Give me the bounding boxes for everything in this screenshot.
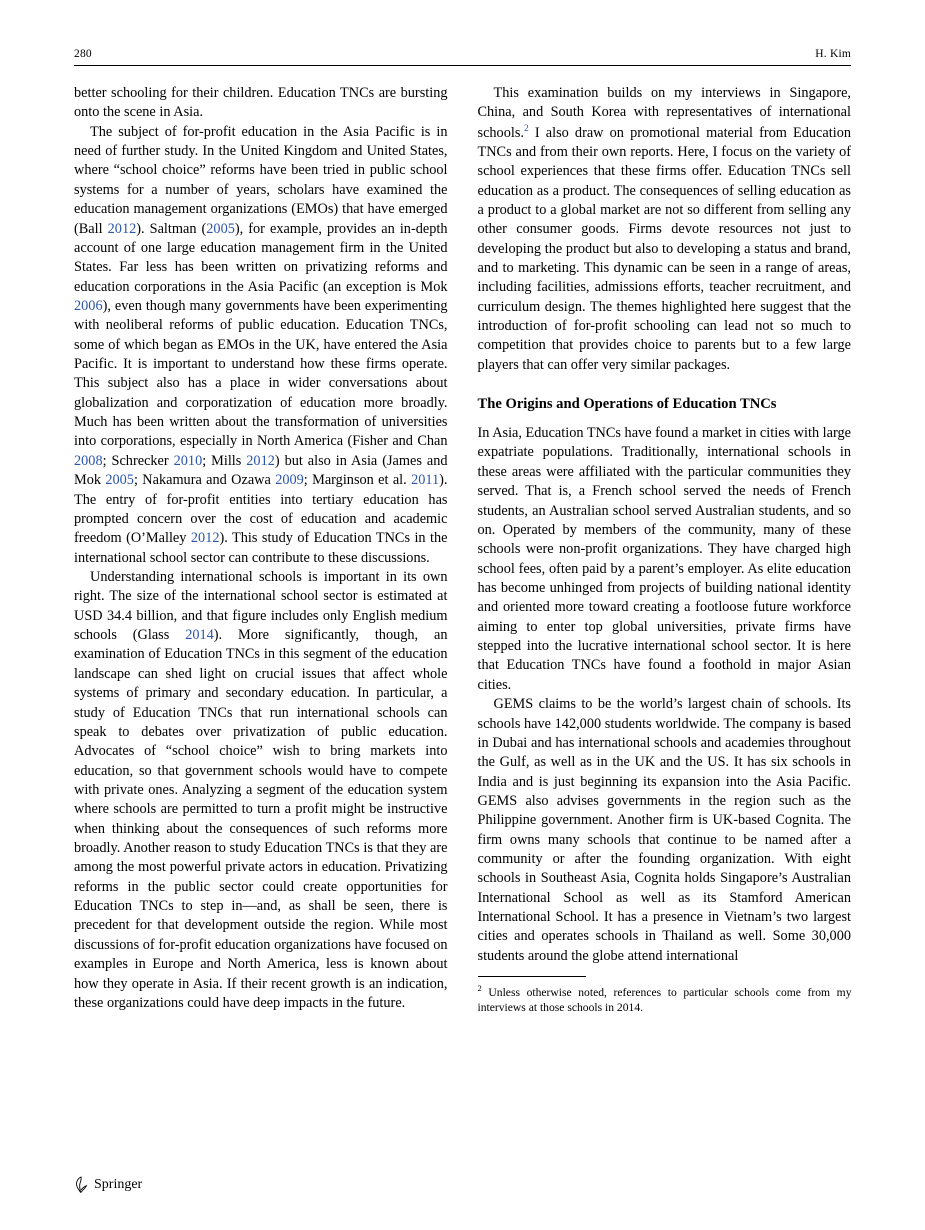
footnote-block [478, 976, 852, 1015]
paragraph-text: ) but also in Asia (James and Mok [74, 452, 448, 489]
page-number: 280 [74, 48, 92, 60]
footnote-divider [478, 976, 586, 977]
citation-year-link[interactable]: 2012 [246, 452, 275, 469]
publisher-name: Springer [94, 1177, 143, 1192]
paragraph-text: In Asia, Education TNCs have found a market in cities with large expatriate populations. Traditionally, international schools in these areas were affiliated with the particular communities they served. That is, a French school served the needs of French students, an Australian school served Australian students, and so on. Operated by members of the community, many of these schools were non-profit organizations. They have charged high school fees, often paid by a parent’s employer. As elite education has become unhinged from projects of building national identity and oriented more toward creating a footloose future workforce aiming to enter top global universities, private firms have stepped into the lucrative international school sector. It is here that Education TNCs have found a foothold in major Asian cities. [477, 425, 851, 693]
paragraph-text: Understanding international schools is important in its own right. The size of the international school sector is estimated at USD 34.4 billion, and that figure includes only English medium schools (Glass [74, 568, 448, 644]
paragraph-text: I also draw on promotional material from Education TNCs and from their own reports. Here, I focus on the variety of school experiences that these firms offer. Education TNCs sell education as a product. The consequences of selling education as a product to a global market are not so different from selling any other consumer goods. Firms devote resources not just to developing the product but also to developing a status and brand, and to marketing. This dynamic can be seen in a range of areas, including facilities, admissions efforts, teacher recruitment, and curriculum design. The themes highlighted here suggest that the introduction of for-profit schooling can lead not so much to competition that provides choice to parents but to a few large players that can offer very similar packages. [477, 124, 851, 373]
paragraph [74, 123, 448, 568]
citation-year-link[interactable]: 2009 [275, 472, 304, 489]
footnote-marker[interactable]: 2 [523, 123, 529, 134]
body-columns [74, 84, 851, 1015]
citation-year-link[interactable]: 2008 [74, 452, 103, 469]
section-heading: The Origins and Operations of Education TNCs [477, 396, 777, 413]
paragraph-text: This examination builds on my interviews in Singapore, China, and South Korea with representatives of international schools. [477, 85, 851, 141]
running-author: H. Kim [815, 48, 851, 60]
paragraph-text: ; Nakamura and Ozawa [133, 472, 276, 489]
footnote-body: Unless otherwise noted, references to particular schools come from my interviews at those schools in 2014. [477, 985, 852, 1014]
citation-year-link[interactable]: 2012 [107, 220, 137, 237]
paragraph [478, 84, 852, 375]
footnote-text [478, 983, 852, 1015]
paragraph [478, 424, 852, 695]
paragraph [74, 568, 448, 1013]
paragraph-text: ; Mills [202, 452, 247, 469]
paragraph-text: The subject of for-profit education in the Asia Pacific is in need of further study. In the United Kingdom and United States, where “school choice” reforms have been tried in public school systems for a number of years, scholars have examined the education management organizations (EMOs) that have emerged (Ball [74, 123, 448, 237]
footnote-number: 2 [477, 982, 482, 993]
running-head [74, 48, 851, 66]
paragraph-text: ), for example, provides an in-depth account of one large education management firm in the United States. Far less has been written on privatizing reforms and education corporations in the Asia Pacific (an exception is Mok [74, 220, 448, 295]
right-column [478, 84, 852, 1015]
left-column [74, 84, 448, 1015]
footer [74, 1176, 142, 1194]
paragraph-text: ). This study of Education TNCs in the international school sector can contribute to these discussions. [74, 530, 448, 566]
paragraph-text: GEMS claims to be the world’s largest chain of schools. Its schools have 142,000 students worldwide. The company is based in Dubai and has international schools and academies throughout the Gulf, as well as in the UK and the US. It has six schools in India and is just beginning its expansion into the Asia Pacific. GEMS also advises governments in the region such as the Philippine government. Another firm is UK-based Cognita. The firm owns many schools that continue to be named after a community or after the founding organization. With eight schools in Southeast Asia, Cognita holds Singapore’s Australian International School as well as its Stamford American International School. It has a presence in Vietnam’s two largest cities and operates schools in Thailand as well. Some 30,000 students around the globe attend international [477, 696, 851, 964]
citation-year-link[interactable]: 2006 [74, 297, 103, 314]
citation-year-link[interactable]: 2005 [105, 472, 134, 489]
paragraph [478, 695, 852, 966]
paragraph-text: ; Marginson et al. [303, 472, 412, 489]
paragraph-text: ). More significantly, though, an examination of Education TNCs in this segment of the education landscape can shed light on crucial issues that affect whole systems of primary and secondary education. In particular, a study of Education TNCs that run international schools can speak to debates over privatization of public education. Advocates of “school choice” wish to bring markets into education, so that government schools would have to compete with private ones. Analyzing a segment of the education system where schools are permitted to turn a profit might be instructive when thinking about the consequences of such reforms more broadly. Another reason to study Education TNCs is that they are among the most powerful private actors in education. Privatizing reforms in the public sector could create opportunities for Education TNCs to step in—and, as shall be seen, there is precedent for that development outside the region. While most discussions of for-profit education organizations have focused on examples in Europe and North America, less is known about how they operate in Asia. If their recent growth is an indication, these organizations could have deep impacts in the future. [74, 627, 448, 1011]
paragraph [74, 84, 448, 123]
paragraph-text: ). The entry of for-profit entities into tertiary education has prompted concern over the cost of education and academic freedom (O’Malley [74, 472, 448, 547]
paragraph-text: better schooling for their children. Education TNCs are bursting onto the scene in Asia. [74, 85, 448, 121]
citation-year-link[interactable]: 2012 [190, 530, 220, 547]
citation-year-link[interactable]: 2014 [185, 627, 214, 644]
paragraph-text: ), even though many governments have been experimenting with neoliberal reforms of public education. Education TNCs, some of which began as EMOs in the UK, have entered the Asia Pacific. It is important to understand how these firms operate. This subject also has a place in wider conversations about globalization and corporatization of education more broadly. Much has been written about the transformation of universities into corporations, especially in North America (Fisher and Chan [74, 297, 448, 450]
citation-year-link[interactable]: 2005 [206, 220, 235, 237]
springer-logo-icon [74, 1176, 88, 1194]
citation-year-link[interactable]: 2010 [173, 452, 203, 469]
citation-year-link[interactable]: 2011 [411, 472, 440, 489]
paragraph-text: ). Saltman ( [136, 220, 207, 237]
paragraph-text: ; Schrecker [102, 452, 174, 469]
